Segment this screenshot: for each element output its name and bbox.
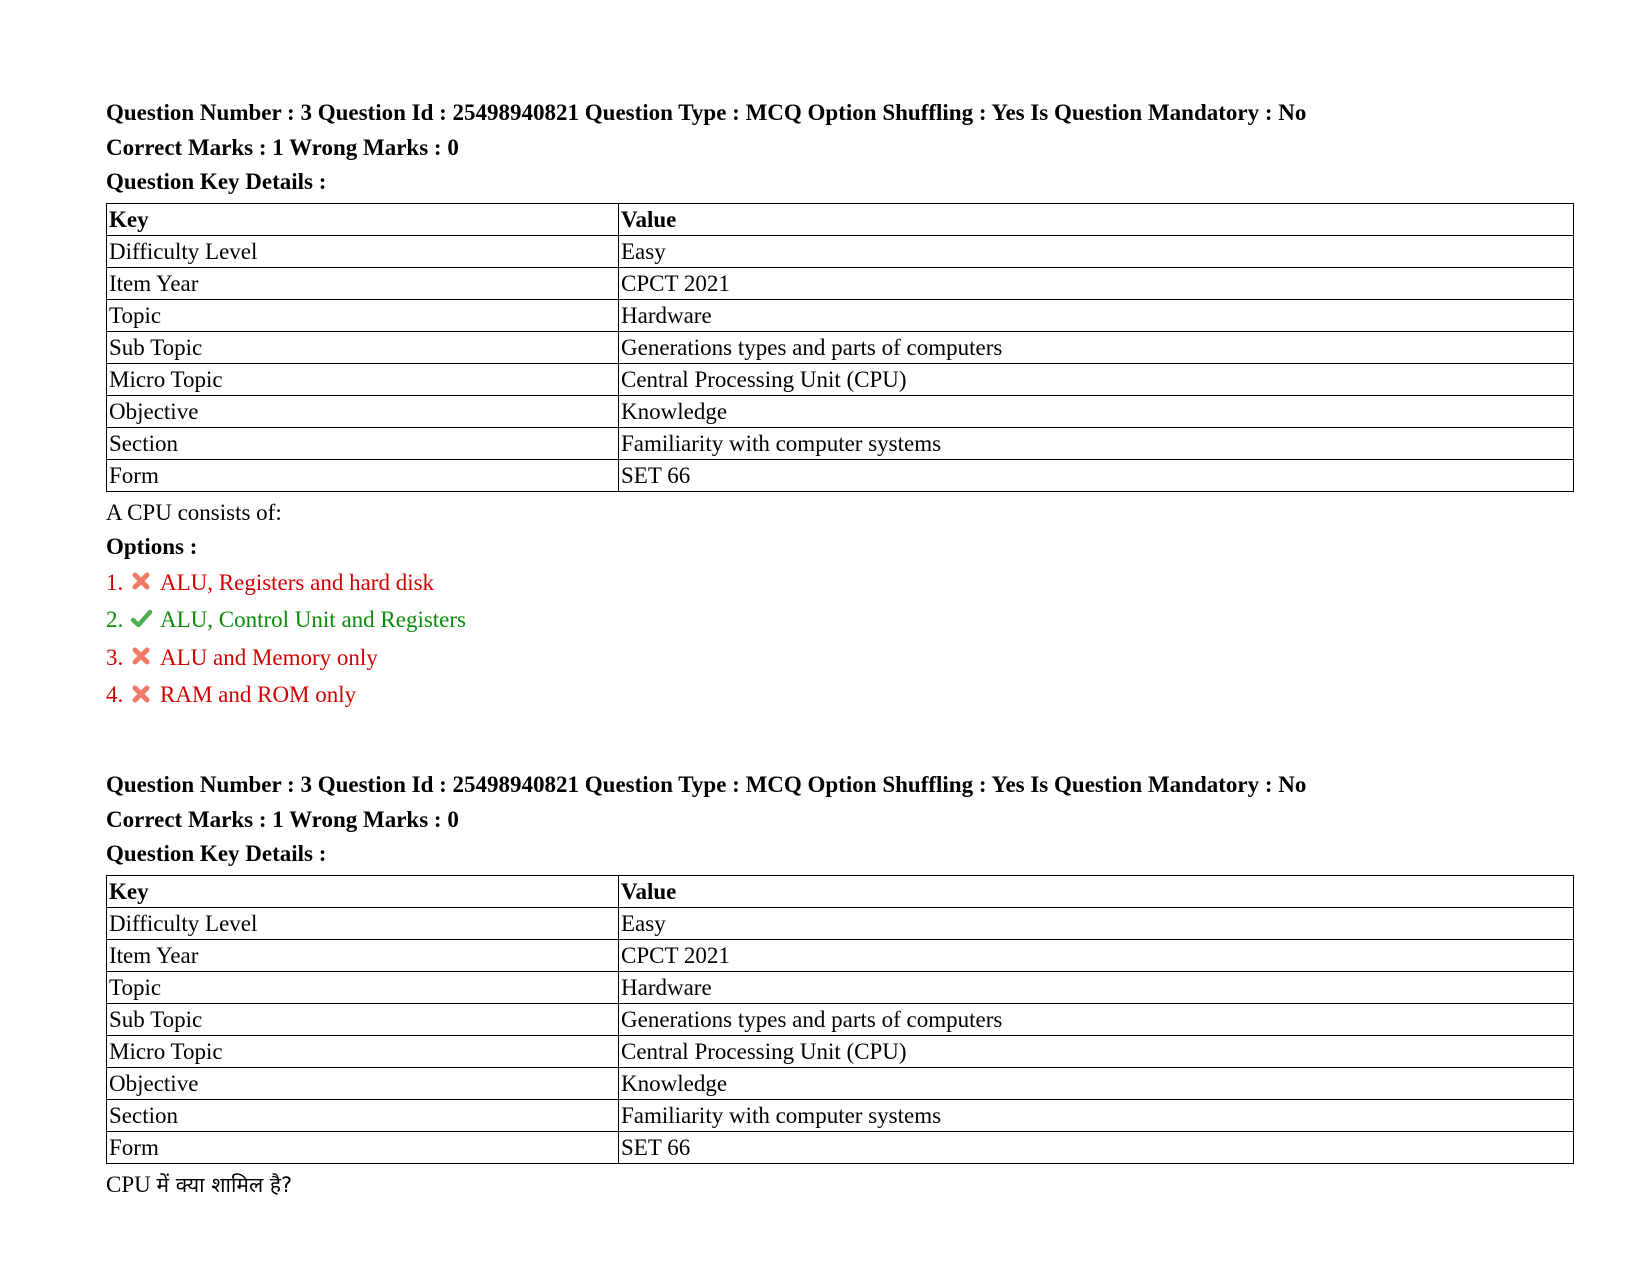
table-cell-value: Hardware bbox=[619, 299, 1574, 331]
table-cell-key: Item Year bbox=[107, 267, 619, 299]
question-text-prefix: CPU bbox=[106, 1171, 157, 1197]
table-header-key: Key bbox=[107, 875, 619, 907]
option-number: 3. bbox=[106, 644, 124, 670]
table-cell-value: SET 66 bbox=[619, 459, 1574, 491]
table-row bbox=[107, 971, 1574, 1003]
option-item bbox=[106, 601, 1576, 639]
table-cell-key: Form bbox=[107, 459, 619, 491]
table-cell-value: Central Processing Unit (CPU) bbox=[619, 363, 1574, 395]
question-marks-line: Correct Marks : 1 Wrong Marks : 0 bbox=[106, 134, 459, 160]
table-cell-key: Sub Topic bbox=[107, 331, 619, 363]
table-row bbox=[107, 299, 1574, 331]
table-cell-key: Topic bbox=[107, 971, 619, 1003]
table-row bbox=[107, 459, 1574, 491]
question-block bbox=[106, 96, 1576, 714]
table-cell-value: CPCT 2021 bbox=[619, 939, 1574, 971]
table-cell-value: CPCT 2021 bbox=[619, 267, 1574, 299]
option-number: 1. bbox=[106, 569, 124, 595]
table-row bbox=[107, 907, 1574, 939]
option-item bbox=[106, 564, 1576, 602]
table-cell-value: Easy bbox=[619, 235, 1574, 267]
cross-icon bbox=[130, 679, 152, 701]
table-cell-value: Familiarity with computer systems bbox=[619, 427, 1574, 459]
table-row bbox=[107, 267, 1574, 299]
table-cell-key: Micro Topic bbox=[107, 1035, 619, 1067]
table-header-row bbox=[107, 875, 1574, 907]
table-row bbox=[107, 331, 1574, 363]
option-item bbox=[106, 676, 1576, 714]
table-row bbox=[107, 1099, 1574, 1131]
table-header-value: Value bbox=[619, 203, 1574, 235]
question-text bbox=[106, 1168, 1576, 1202]
option-number: 4. bbox=[106, 682, 124, 707]
key-details-label: Question Key Details : bbox=[106, 841, 327, 866]
cross-icon bbox=[130, 641, 152, 663]
option-item bbox=[106, 639, 1576, 677]
question-header-line1: Question Number : 3 Question Id : 25498940821 Question Type : MCQ Option Shuffling : Yes Is Question Mandatory : No bbox=[106, 100, 1307, 125]
table-cell-value: Easy bbox=[619, 907, 1574, 939]
question-text-hindi: में क्या शामिल है? bbox=[156, 1172, 293, 1197]
table-cell-key: Micro Topic bbox=[107, 363, 619, 395]
option-text: ALU, Control Unit and Registers bbox=[160, 607, 466, 632]
key-details-table bbox=[106, 203, 1574, 492]
option-number: 2. bbox=[106, 607, 124, 632]
table-header-value: Value bbox=[619, 875, 1574, 907]
table-row bbox=[107, 363, 1574, 395]
key-details-table bbox=[106, 875, 1574, 1164]
table-header-key: Key bbox=[107, 203, 619, 235]
table-cell-value: Generations types and parts of computers bbox=[619, 1003, 1574, 1035]
question-header-line1: Question Number : 3 Question Id : 25498940821 Question Type : MCQ Option Shuffling : Yes Is Question Mandatory : No bbox=[106, 772, 1307, 797]
table-row bbox=[107, 1035, 1574, 1067]
table-cell-key: Section bbox=[107, 427, 619, 459]
table-cell-key: Objective bbox=[107, 395, 619, 427]
cross-icon bbox=[130, 566, 152, 588]
table-row bbox=[107, 1131, 1574, 1163]
question-marks-line: Correct Marks : 1 Wrong Marks : 0 bbox=[106, 806, 459, 832]
table-cell-key: Objective bbox=[107, 1067, 619, 1099]
option-text: ALU and Memory only bbox=[160, 644, 378, 670]
table-cell-key: Difficulty Level bbox=[107, 235, 619, 267]
table-cell-key: Topic bbox=[107, 299, 619, 331]
table-cell-value: Central Processing Unit (CPU) bbox=[619, 1035, 1574, 1067]
table-cell-value: SET 66 bbox=[619, 1131, 1574, 1163]
table-row bbox=[107, 1003, 1574, 1035]
table-cell-key: Form bbox=[107, 1131, 619, 1163]
option-text: ALU, Registers and hard disk bbox=[160, 569, 435, 595]
options-label: Options : bbox=[106, 533, 198, 559]
table-cell-key: Item Year bbox=[107, 939, 619, 971]
table-cell-value: Generations types and parts of computers bbox=[619, 331, 1574, 363]
question-block bbox=[106, 768, 1576, 1202]
table-cell-value: Familiarity with computer systems bbox=[619, 1099, 1574, 1131]
table-cell-value: Knowledge bbox=[619, 395, 1574, 427]
table-cell-key: Difficulty Level bbox=[107, 907, 619, 939]
table-row bbox=[107, 235, 1574, 267]
key-details-label: Question Key Details : bbox=[106, 169, 327, 194]
option-text: RAM and ROM only bbox=[160, 682, 357, 707]
check-icon bbox=[130, 604, 152, 626]
table-row bbox=[107, 427, 1574, 459]
table-header-row bbox=[107, 203, 1574, 235]
table-cell-key: Sub Topic bbox=[107, 1003, 619, 1035]
table-cell-value: Knowledge bbox=[619, 1067, 1574, 1099]
table-row bbox=[107, 1067, 1574, 1099]
table-cell-key: Section bbox=[107, 1099, 619, 1131]
table-row bbox=[107, 939, 1574, 971]
question-text: A CPU consists of: bbox=[106, 499, 282, 525]
table-cell-value: Hardware bbox=[619, 971, 1574, 1003]
table-row bbox=[107, 395, 1574, 427]
